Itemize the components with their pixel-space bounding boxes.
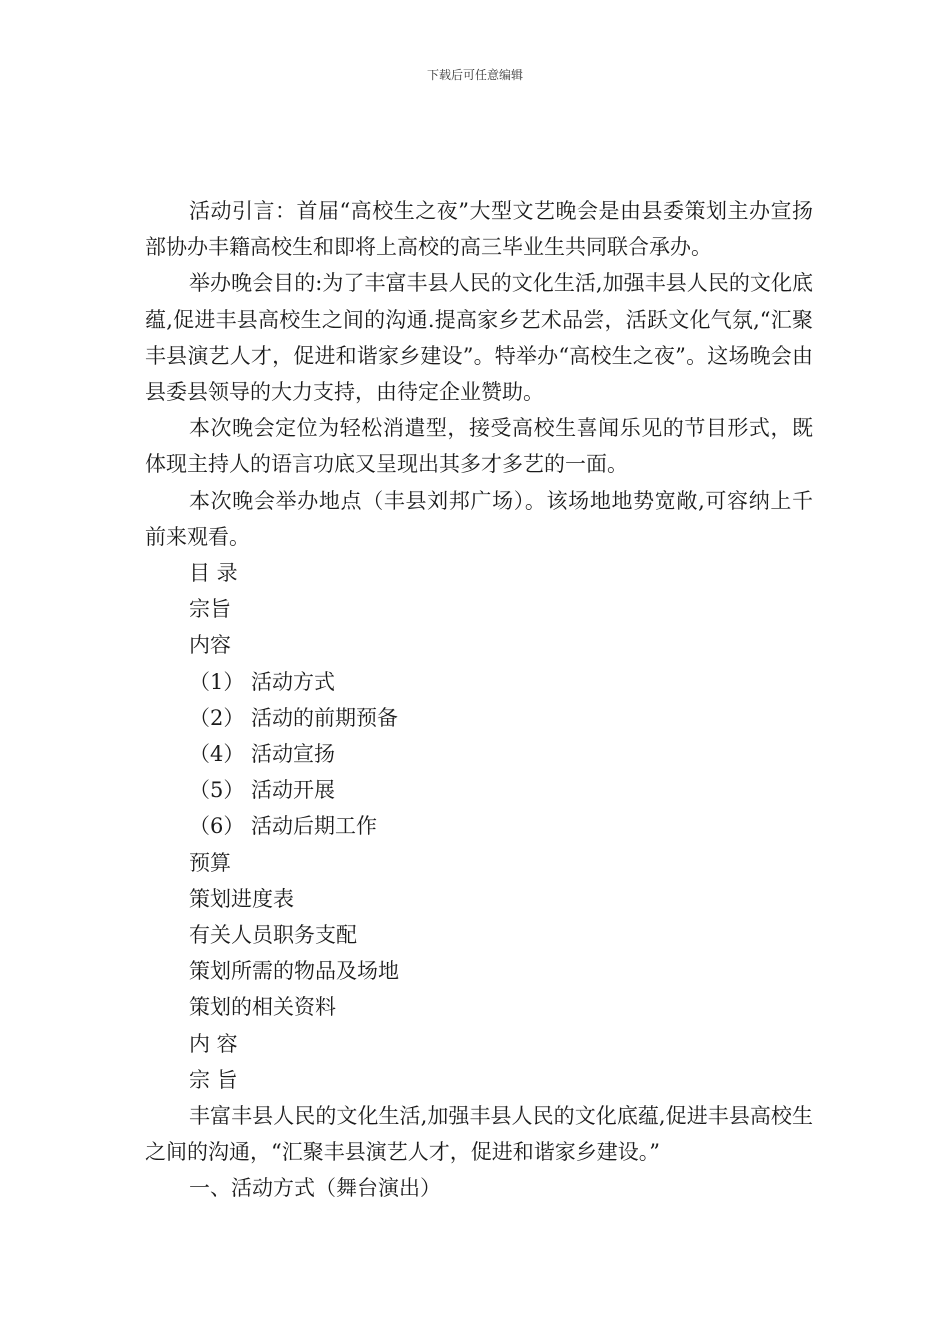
toc-item: 策划所需的物品及场地	[189, 959, 399, 984]
section-1-heading: 一、活动方式（舞台演出）	[189, 1176, 441, 1201]
toc-item: 策划的相关资料	[189, 995, 336, 1020]
toc-title: 目 录	[189, 561, 238, 586]
document-body	[145, 193, 813, 1207]
toc-item: 宗旨	[189, 597, 231, 622]
purpose-heading: 宗 旨	[189, 1067, 238, 1092]
toc-item: （4） 活动宣扬	[189, 742, 336, 767]
page-header-note: 下载后可任意编辑	[426, 68, 523, 82]
content-heading: 内 容	[189, 1031, 238, 1056]
toc-item: （2） 活动的前期预备	[189, 705, 399, 730]
toc-item: （6） 活动后期工作	[189, 814, 378, 839]
toc-item: 预算	[189, 850, 231, 875]
venue-paragraph: 本次晚会举办地点（丰县刘邦广场）。该场地地势宽敞,可容纳上千前来观看。	[145, 488, 813, 549]
purpose-paragraph: 举办晚会目的:为了丰富丰县人民的文化生活,加强丰县人民的文化底蕴,促进丰县高校生之间的沟通.提高家乡艺术品尝，活跃文化气氛,“汇聚丰县演艺人才，促进和谐家乡建设”。特举办“高校生之夜”。这场晚会由县委县领导的大力支持，由待定企业赞助。	[145, 271, 813, 405]
toc-item: 策划进度表	[189, 886, 294, 911]
intro-paragraph: 活动引言：首届“高校生之夜”大型文艺晚会是由县委策划主办宣扬部协办丰籍高校生和即将上高校的高三毕业生共同联合承办。	[145, 199, 813, 260]
toc-item: （1） 活动方式	[189, 669, 336, 694]
toc-item: 内容	[189, 633, 231, 658]
toc-item: （5） 活动开展	[189, 778, 336, 803]
purpose-text-paragraph: 丰富丰县人民的文化生活,加强丰县人民的文化底蕴,促进丰县高校生之间的沟通，“汇聚丰县演艺人才，促进和谐家乡建设。”	[145, 1104, 813, 1165]
toc-item: 有关人员职务支配	[189, 923, 357, 948]
positioning-paragraph: 本次晚会定位为轻松消遣型，接受高校生喜闻乐见的节目形式，既体现主持人的语言功底又呈现出其多才多艺的一面。	[145, 416, 813, 477]
